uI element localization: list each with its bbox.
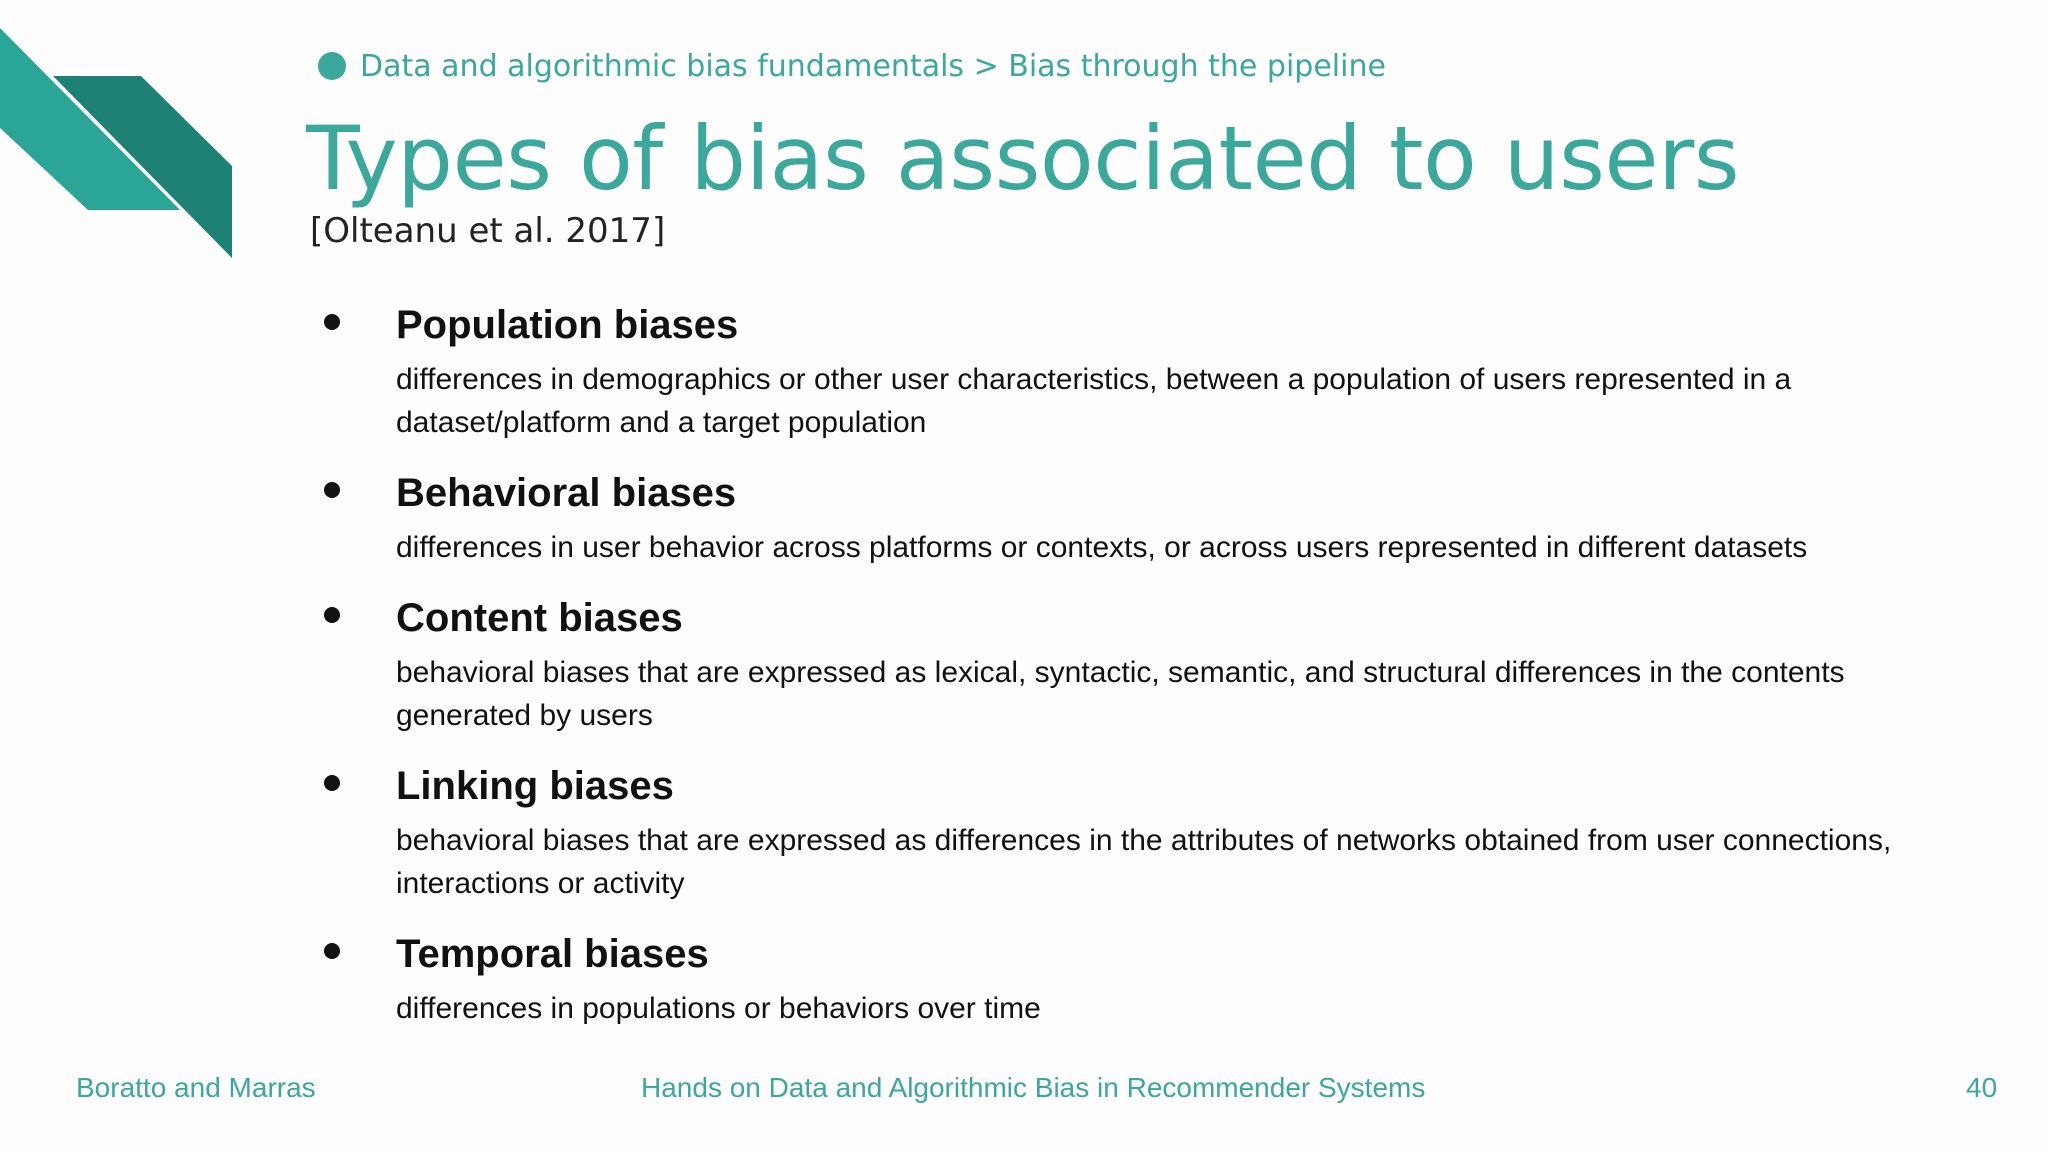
bullet-icon	[324, 775, 340, 791]
bias-heading: Population biases	[396, 303, 739, 347]
bias-heading: Linking biases	[396, 764, 674, 808]
bullet-icon	[324, 607, 340, 623]
bias-heading: Content biases	[396, 596, 683, 640]
page-title: Types of bias associated to users	[306, 107, 1740, 210]
bias-heading: Temporal biases	[396, 932, 709, 976]
bias-heading: Behavioral biases	[396, 471, 737, 515]
bullet-icon	[324, 943, 340, 959]
citation: [Olteanu et al. 2017]	[310, 211, 666, 251]
bias-description: differences in populations or behaviors over time	[396, 992, 1041, 1025]
breadcrumb-text: Data and algorithmic bias fundamentals > Bias through the pipeline	[360, 48, 1386, 84]
list-item	[318, 464, 1878, 569]
bias-description: behavioral biases that are expressed as lexical, syntactic, semantic, and structural differences in the contents generated by users	[396, 656, 1845, 732]
bullet-icon	[324, 482, 340, 498]
bias-list	[318, 296, 1892, 1050]
breadcrumb-dot-icon	[318, 52, 346, 80]
breadcrumb	[318, 46, 1386, 86]
list-item	[318, 757, 1892, 905]
footer-course-title: Hands on Data and Algorithmic Bias in Recommender Systems	[641, 1072, 1426, 1103]
bullet-icon	[324, 314, 340, 330]
corner-decoration	[0, 0, 240, 260]
list-item	[318, 925, 1878, 1030]
list-item	[318, 589, 1878, 737]
page-number: 40	[1966, 1072, 1998, 1103]
bias-description: behavioral biases that are expressed as differences in the attributes of networks obtained from user connections, interactions or activity	[396, 824, 1892, 900]
bias-description: differences in user behavior across platforms or contexts, or across users represented in different datasets	[396, 531, 1808, 564]
bias-description: differences in demographics or other user characteristics, between a population of users represented in a dataset/platform and a target population	[396, 363, 1792, 439]
footer-authors: Boratto and Marras	[76, 1072, 316, 1103]
list-item	[318, 296, 1878, 444]
